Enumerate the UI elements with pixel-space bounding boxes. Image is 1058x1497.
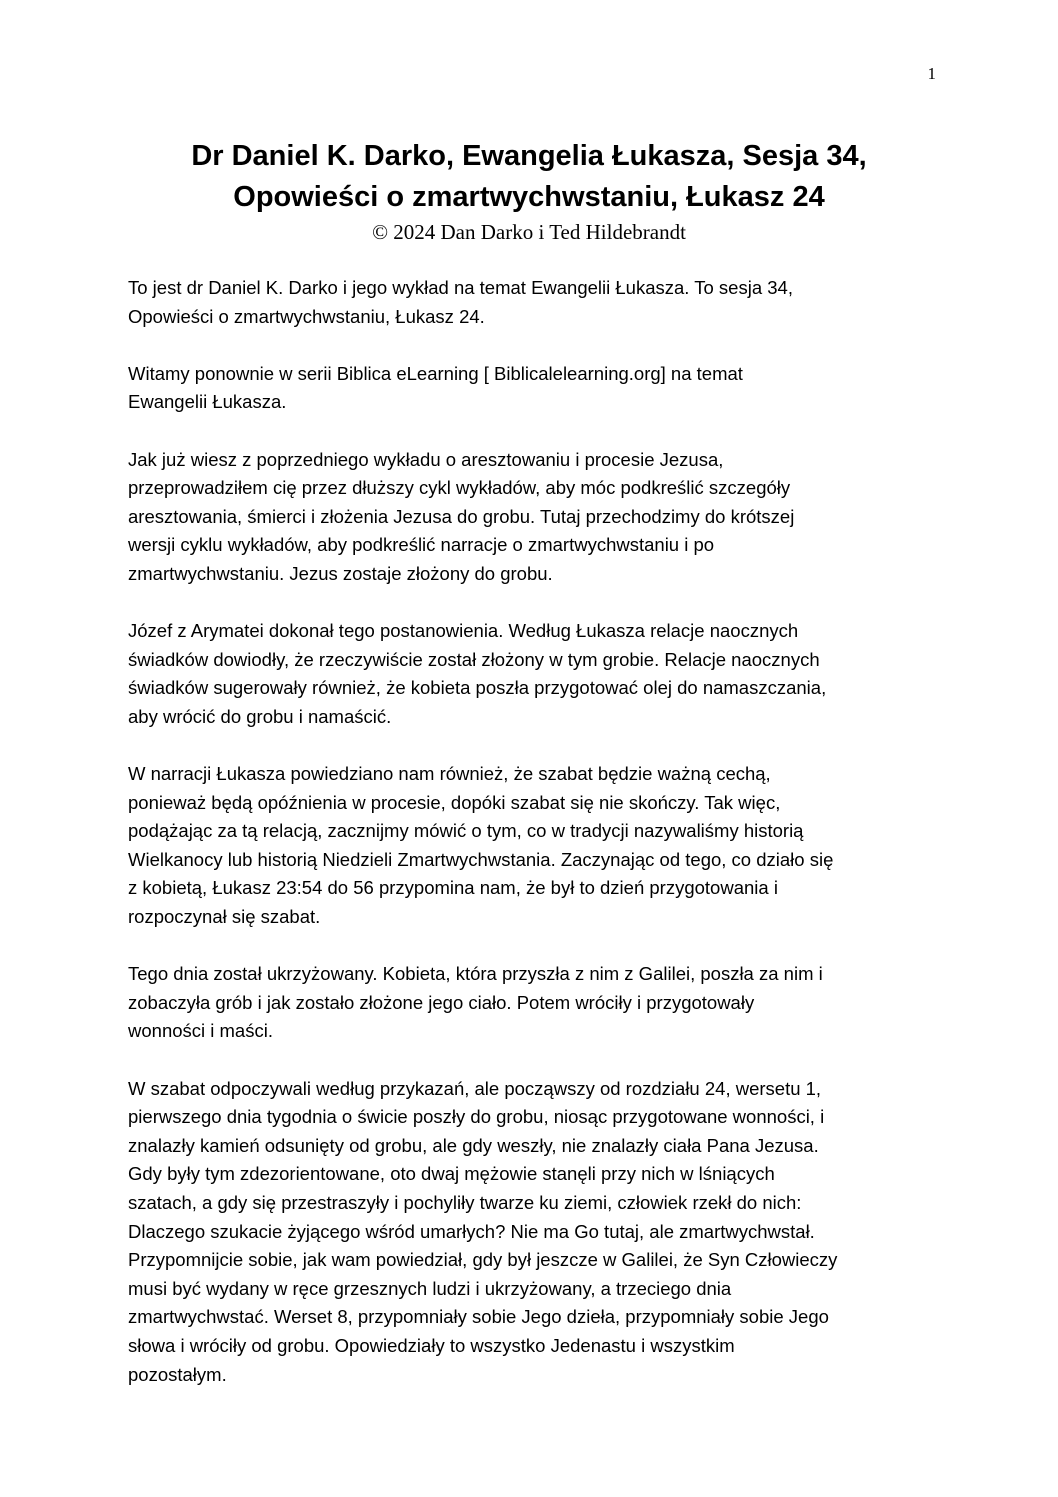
body-paragraph: [128, 446, 948, 589]
paragraph-line: aby wrócić do grobu i namaścić.: [128, 705, 392, 727]
paragraph-line: znalazły kamień odsunięty od grobu, ale gdy weszły, nie znalazły ciała Pana Jezusa.: [128, 1134, 819, 1156]
paragraph-line: To jest dr Daniel K. Darko i jego wykład na temat Ewangelii Łukasza. To sesja 34,: [128, 277, 793, 298]
paragraph-line: świadków sugerowały również, że kobieta poszła przygotować olej do namaszczania,: [128, 677, 827, 699]
paragraph-line: zobaczyła grób i jak zostało złożone jego ciało. Potem wróciły i przygotowały: [128, 991, 755, 1013]
paragraph-line: z kobietą, Łukasz 23:54 do 56 przypomina nam, że był to dzień przygotowania i: [128, 877, 778, 899]
body-paragraph: [128, 1075, 948, 1390]
paragraph-line: Przypomnijcie sobie, jak wam powiedział, gdy był jeszcze w Galilei, że Syn Człowieczy: [128, 1249, 838, 1271]
document-header: [60, 136, 998, 245]
body-paragraph: [128, 760, 948, 932]
paragraph-line: Józef z Arymatei dokonał tego postanowienia. Według Łukasza relacje naocznych: [128, 620, 799, 642]
paragraph-line: wersji cyklu wykładów, aby podkreślić narracje o zmartwychwstaniu i po: [128, 534, 715, 556]
document-title-line-1: Dr Daniel K. Darko, Ewangelia Łukasza, Sesja 34,: [191, 140, 867, 172]
paragraph-line: wonności i maści.: [128, 1020, 273, 1042]
paragraph-line: Wielkanocy lub historią Niedzieli Zmartwychwstania. Zaczynając od tego, co działo się: [128, 848, 834, 870]
paragraph-line: podążając za tą relacją, zacznijmy mówić o tym, co w tradycji nazywaliśmy historią: [128, 820, 804, 842]
paragraph-line: pierwszego dnia tygodnia o świcie poszły do grobu, niosąc przygotowane wonności, i: [128, 1106, 825, 1128]
body-paragraph: [128, 360, 948, 417]
body-paragraph: [128, 617, 948, 731]
paragraph-line: ponieważ będą opóźnienia w procesie, dopóki szabat się nie skończy. Tak więc,: [128, 791, 781, 813]
paragraph-line: Ewangelii Łukasza.: [128, 391, 287, 413]
paragraph-line: świadków dowiodły, że rzeczywiście został złożony w tym grobie. Relacje naocznych: [128, 648, 820, 670]
paragraph-line: aresztowania, śmierci i złożenia Jezusa do grobu. Tutaj przechodzimy do krótszej: [128, 505, 795, 527]
paragraph-line: Witamy ponownie w serii Biblica eLearning [ Biblicalelearning.org] na temat: [128, 362, 743, 384]
body-paragraph: [128, 960, 948, 1046]
page-number: 1: [927, 64, 936, 83]
body-paragraph: [128, 274, 948, 331]
paragraph-line: przeprowadziłem cię przez dłuższy cykl wykładów, aby móc podkreślić szczegóły: [128, 477, 791, 499]
document-body: [128, 274, 948, 1418]
document-title-line-2: Opowieści o zmartwychwstaniu, Łukasz 24: [233, 181, 825, 213]
paragraph-line: pozostałym.: [128, 1363, 227, 1385]
paragraph-line: W narracji Łukasza powiedziano nam również, że szabat będzie ważną cechą,: [128, 763, 771, 785]
paragraph-line: Opowieści o zmartwychwstaniu, Łukasz 24.: [128, 305, 485, 327]
paragraph-line: Jak już wiesz z poprzedniego wykładu o aresztowaniu i procesie Jezusa,: [128, 448, 724, 470]
paragraph-line: zmartwychwstaniu. Jezus zostaje złożony do grobu.: [128, 562, 553, 584]
paragraph-line: słowa i wróciły od grobu. Opowiedziały to wszystko Jedenastu i wszystkim: [128, 1334, 735, 1356]
paragraph-line: musi być wydany w ręce grzesznych ludzi i ukrzyżowany, a trzeciego dnia: [128, 1277, 732, 1299]
paragraph-line: Gdy były tym zdezorientowane, oto dwaj mężowie stanęli przy nich w lśniących: [128, 1163, 775, 1185]
paragraph-line: rozpoczynał się szabat.: [128, 906, 321, 928]
paragraph-line: zmartwychwstać. Werset 8, przypomniały sobie Jego dzieła, przypomniały sobie Jego: [128, 1306, 829, 1328]
paragraph-line: W szabat odpoczywali według przykazań, ale począwszy od rozdziału 24, wersetu 1,: [128, 1077, 822, 1099]
paragraph-line: szatach, a gdy się przestraszyły i pochyliły twarze ku ziemi, człowiek rzekł do nich:: [128, 1192, 802, 1213]
copyright-notice: © 2024 Dan Darko i Ted Hildebrandt: [372, 220, 686, 244]
paragraph-line: Tego dnia został ukrzyżowany. Kobieta, która przyszła z nim z Galilei, poszła za nim i: [128, 963, 823, 985]
paragraph-line: Dlaczego szukacie żyjącego wśród umarłych? Nie ma Go tutaj, ale zmartwychwstał.: [128, 1220, 815, 1242]
